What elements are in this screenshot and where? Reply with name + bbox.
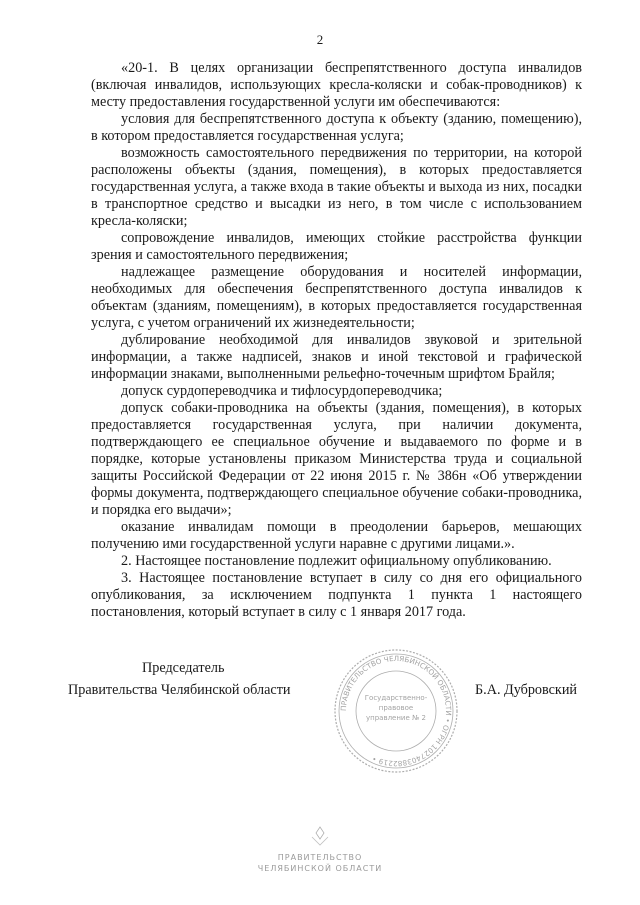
seal-inner-line2: правовое: [378, 704, 414, 712]
paragraph-item-interpreter: допуск сурдопереводчика и тифлосурдопереводчика;: [121, 383, 443, 399]
paragraph-item-duplication: дублирование необходимой для инвалидов звуковой и зрительной информации, а также надписей, знаков и иной текстовой и графической информации знаками, выполненными рельефно-точечным шрифтом Брайля;: [91, 332, 582, 382]
signatory-title-line1: Председатель: [142, 660, 225, 676]
document-body: [91, 60, 582, 621]
paragraph-effective-date: 3. Настоящее постановление вступает в силу со дня его официального опубликования, за исключением подпункта 1 пункта 1 настоящего постановления, который вступает в силу с 1 января 2017 года.: [91, 570, 582, 620]
seal-ring-text: ПРАВИТЕЛЬСТВО ЧЕЛЯБИНСКОЙ ОБЛАСТИ • ОГРН 1027403882219 •: [338, 653, 454, 769]
paragraph-item-movement: возможность самостоятельного передвижения по территории, на которой расположены объекты (здания, помещения), в которых предоставляется государственная услуга, а также входа в такие объекты и выхода из них, посадки в транспортное средство и высадки из него, в том числе с использованием кресла-коляски;: [91, 145, 582, 229]
paragraph-item-assistance: оказание инвалидам помощи в преодолении барьеров, мешающих получению ими государственной услуги наравне с другими лицами.».: [91, 519, 582, 552]
official-seal: [333, 648, 459, 774]
signatory-name: Б.А. Дубровский: [475, 682, 578, 698]
paragraph-item-equipment: надлежащее размещение оборудования и носителей информации, необходимых для обеспечения беспрепятственного доступа инвалидов к объектам (зданиям, помещениям), в которых предоставляется государственная услуга, с учетом ограничений их жизнедеятельности;: [91, 264, 582, 331]
signatory-title-line2: Правительства Челябинской области: [68, 682, 291, 698]
paragraph-item-guide-dog: допуск собаки-проводника на объекты (здания, помещения), в которых предоставляется государственная услуга, при наличии документа, подтверждающего ее специальное обучение и выдаваемого по форме и в порядке, которые установлены приказом Министерства труда и социальной защиты Российской Федерации от 22 июня 2015 г. № 386н «Об утверждении формы документа, подтверждающего специальное обучение собаки-проводника, и порядка его выдачи»;: [91, 400, 582, 518]
paragraph-item-escort: сопровождение инвалидов, имеющих стойкие расстройства функции зрения и самостоятельного передвижения;: [91, 230, 582, 263]
footer-stamp-line1: ПРАВИТЕЛЬСТВО: [277, 853, 363, 862]
signature-block: [0, 653, 640, 770]
seal-inner-line3: управление № 2: [366, 714, 426, 722]
seal-inner-line1: Государственно-: [364, 694, 428, 702]
footer-stamp-line2: ЧЕЛЯБИНСКОЙ ОБЛАСТИ: [257, 864, 383, 873]
paragraph-item-conditions: условия для беспрепятственного доступа к объекту (зданию, помещению), в котором предоставляется государственная услуга;: [91, 111, 582, 144]
paragraph-publication: 2. Настоящее постановление подлежит официальному опубликованию.: [121, 553, 552, 569]
footer-emblem-icon: [300, 825, 340, 849]
page-number: 2: [316, 32, 324, 47]
paragraph-intro: «20-1. В целях организации беспрепятственного доступа инвалидов (включая инвалидов, использующих кресла-коляски и собак-проводников) к месту предоставления государственной услуги им обеспечиваются:: [91, 60, 582, 110]
footer-stamp: [0, 852, 640, 874]
